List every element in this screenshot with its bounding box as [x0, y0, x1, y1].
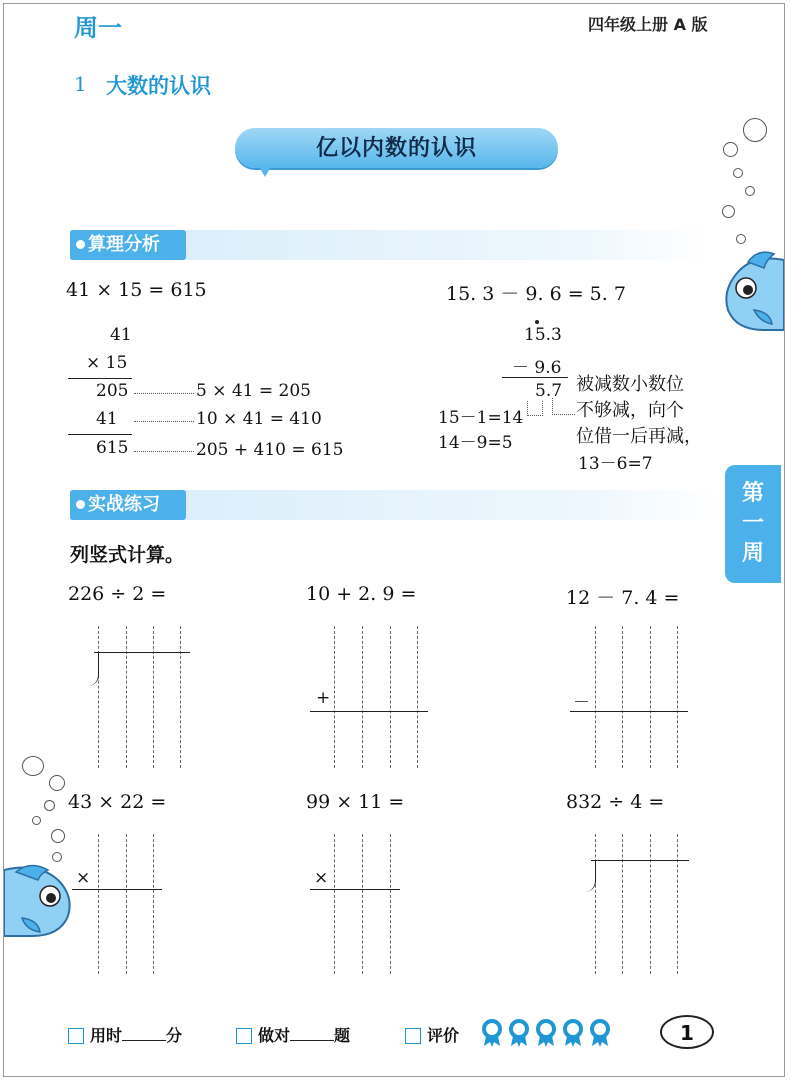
- right-rule: [502, 377, 568, 378]
- answer-rule: [72, 889, 162, 890]
- unit-title: 大数的认识: [106, 74, 211, 98]
- guide-line: [595, 626, 596, 768]
- operator-sign: ×: [76, 868, 91, 888]
- ribbon-icon[interactable]: [511, 1021, 527, 1047]
- explanation-equation: 13－6=7: [578, 454, 653, 474]
- problem-expression: 832 ÷ 4 =: [566, 791, 665, 813]
- guide-line: [677, 626, 678, 768]
- left-row-3: 205: [96, 381, 129, 401]
- guide-line: [153, 626, 154, 768]
- guide-line: [622, 834, 623, 974]
- side-tab-char: 周: [741, 541, 764, 566]
- problem-expression: 12 － 7. 4 =: [566, 587, 680, 609]
- bubble-icon: [51, 829, 65, 843]
- rating-label: 评价: [427, 1026, 460, 1045]
- guide-line: [126, 626, 127, 768]
- right-row-3: 5.7: [535, 381, 563, 401]
- side-tab-char: 第: [741, 481, 764, 506]
- instruction: 列竖式计算。: [70, 544, 185, 566]
- analysis-section-header: [70, 230, 186, 260]
- leader-dots: [134, 451, 194, 452]
- fish-icon: [4, 862, 76, 942]
- side-tab-char: 一: [741, 511, 764, 536]
- right-explanation: [576, 372, 702, 450]
- left-note-1: 5 × 41 = 205: [196, 381, 311, 401]
- correct-unit: 题: [334, 1026, 351, 1045]
- time-blank[interactable]: [122, 1026, 166, 1041]
- time-unit: 分: [166, 1026, 183, 1045]
- ribbon-icon[interactable]: [538, 1021, 554, 1047]
- day-label: 周一: [74, 14, 122, 42]
- guide-line: [650, 626, 651, 768]
- right-step-2: 14－9=5: [438, 433, 513, 453]
- bubble-icon: [722, 205, 735, 218]
- left-rule-1: [68, 378, 132, 379]
- left-equation: 41 × 15 = 615: [66, 279, 207, 301]
- rating: [405, 1023, 459, 1046]
- explanation-line: 不够减，向个: [576, 400, 684, 421]
- bubble-icon: [736, 234, 746, 244]
- left-row-5: 615: [96, 438, 129, 458]
- right-row-1: 15.3: [524, 325, 562, 345]
- bubble-icon: [733, 168, 743, 178]
- correct-label: 做对: [258, 1026, 291, 1045]
- guide-line: [417, 626, 418, 768]
- problem-expression: 10 + 2. 9 =: [306, 583, 417, 605]
- right-equation: 15. 3 － 9. 6 = 5. 7: [446, 283, 626, 305]
- right-step-1: 15－1=14: [438, 408, 524, 428]
- guide-line: [98, 626, 99, 768]
- leader-dots: [134, 421, 194, 422]
- explanation-line: 被减数小数位: [576, 374, 684, 395]
- time-spent: [68, 1023, 182, 1046]
- bullet-icon: [76, 240, 85, 249]
- analysis-section-title: 算理分析: [88, 234, 160, 255]
- guide-line: [153, 834, 154, 974]
- left-row-1: 41: [110, 325, 132, 345]
- guide-line: [334, 626, 335, 768]
- guide-line: [362, 626, 363, 768]
- lesson-title: 亿以内数的认识: [315, 136, 477, 161]
- operator-sign: －: [573, 693, 590, 713]
- ribbon-icon[interactable]: [565, 1021, 581, 1047]
- bubble-icon: [743, 118, 767, 142]
- problem-expression: 43 × 22 =: [68, 791, 167, 813]
- bubble-icon: [723, 142, 738, 157]
- page-number: 1: [660, 1015, 714, 1049]
- bubble-icon: [32, 816, 41, 825]
- correct-checkbox[interactable]: [236, 1028, 252, 1044]
- operator-sign: +: [316, 688, 331, 708]
- correct-count: [236, 1023, 350, 1046]
- guide-line: [126, 834, 127, 974]
- guide-line: [98, 834, 99, 974]
- week-side-tab: [725, 465, 781, 583]
- division-bar: [591, 860, 689, 861]
- banner-tail: [258, 165, 272, 177]
- guide-line: [390, 834, 391, 974]
- rating-ribbons: [480, 1018, 620, 1048]
- operator-sign: ×: [314, 868, 329, 888]
- bubble-icon: [49, 775, 65, 791]
- problem-expression: 226 ÷ 2 =: [68, 583, 167, 605]
- problem-expression: 99 × 11 =: [306, 791, 405, 813]
- left-rule-2: [68, 434, 132, 435]
- bubble-icon: [22, 756, 44, 776]
- borrow-dot: [535, 320, 539, 324]
- guide-line: [180, 626, 181, 768]
- guide-line: [650, 834, 651, 974]
- time-checkbox[interactable]: [68, 1028, 84, 1044]
- fish-icon: [714, 246, 784, 336]
- answer-rule: [310, 711, 428, 712]
- bubble-icon: [52, 852, 62, 862]
- bubble-icon: [44, 800, 55, 811]
- leader-dots: [134, 393, 194, 394]
- practice-section-title: 实战练习: [88, 494, 160, 515]
- left-note-3: 205 + 410 = 615: [196, 440, 344, 460]
- guide-line: [362, 834, 363, 974]
- guide-line: [595, 834, 596, 974]
- left-row-4: 41: [96, 409, 118, 429]
- answer-rule: [570, 711, 688, 712]
- bullet-icon: [76, 500, 85, 509]
- right-row-2: － 9.6: [512, 358, 562, 378]
- left-row-2: × 15: [86, 353, 128, 373]
- practice-section-header: [70, 490, 186, 520]
- ribbon-icon[interactable]: [592, 1021, 608, 1047]
- guide-line: [622, 626, 623, 768]
- unit-number: 1: [74, 72, 87, 96]
- guide-line: [677, 834, 678, 974]
- grade-label: 四年级上册 A 版: [588, 15, 708, 34]
- step-connector: [527, 401, 543, 416]
- bubble-icon: [745, 186, 755, 196]
- answer-rule: [310, 889, 400, 890]
- correct-blank[interactable]: [290, 1026, 334, 1041]
- division-bar: [94, 652, 190, 653]
- guide-line: [390, 626, 391, 768]
- explanation-line: 位借一后再减，: [576, 426, 702, 447]
- rating-checkbox[interactable]: [405, 1028, 421, 1044]
- left-note-2: 10 × 41 = 410: [196, 409, 322, 429]
- ribbon-icon[interactable]: [484, 1021, 500, 1047]
- time-label: 用时: [90, 1026, 123, 1045]
- note-connector: [552, 398, 575, 415]
- guide-line: [334, 834, 335, 974]
